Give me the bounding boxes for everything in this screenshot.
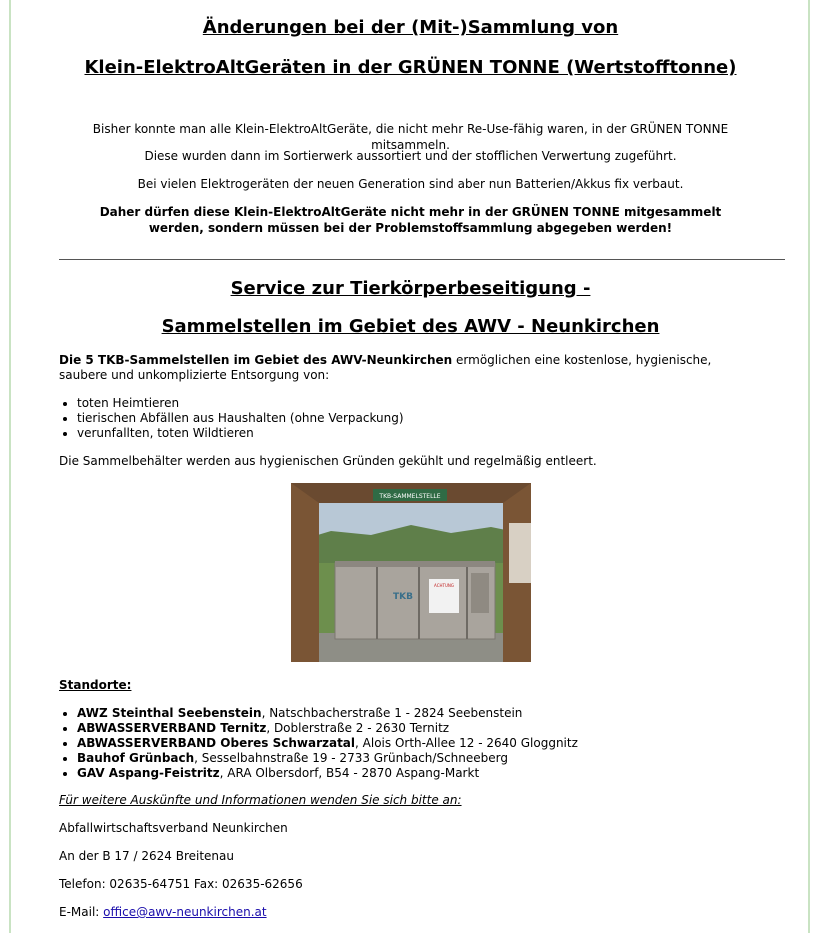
section2-intro-bold: Die 5 TKB-Sammelstellen im Gebiet des AWV-Neunkirchen bbox=[59, 353, 453, 367]
location-name: AWZ Steinthal Seebenstein bbox=[77, 706, 262, 720]
list-item: • tierischen Abfällen aus Haushalten (ohne Verpackung) bbox=[77, 411, 777, 426]
location-name: ABWASSERVERBAND Oberes Schwarzatal bbox=[77, 736, 356, 750]
section1-paragraph-2: Diese wurden dann im Sortierwerk aussortiert und der stofflichen Verwertung zugeführt. bbox=[144, 149, 677, 163]
email-link[interactable]: office@awv-neunkirchen.at bbox=[103, 905, 267, 919]
section1-paragraph-3: Bei vielen Elektrogeräten der neuen Generation sind aber nun Batterien/Akkus fix verbaut. bbox=[137, 177, 684, 191]
collection-point-photo bbox=[291, 483, 531, 662]
list-item: • verunfallten, toten Wildtieren bbox=[77, 426, 777, 441]
location-address: , Doblerstraße 2 - 2630 Ternitz bbox=[266, 721, 450, 735]
contact-email-line bbox=[59, 905, 267, 920]
disposal-list bbox=[59, 396, 777, 441]
list-item bbox=[77, 751, 777, 766]
locations-title: Standorte: bbox=[59, 678, 132, 692]
photo-notice-text: ACHTUNG bbox=[434, 583, 454, 588]
location-name: Bauhof Grünbach bbox=[77, 751, 195, 765]
location-address: , Alois Orth-Allee 12 - 2640 Gloggnitz bbox=[355, 736, 578, 750]
cooling-note: Die Sammelbehälter werden aus hygienischen Gründen gekühlt und regelmäßig entleert. bbox=[59, 454, 597, 468]
contact-street: An der B 17 / 2624 Breitenau bbox=[59, 849, 234, 863]
collection-point-photo-illustration bbox=[291, 483, 531, 662]
section1-paragraph-1: Bisher konnte man alle Klein-ElektroAltGeräte, die nicht mehr Re-Use-fähig waren, in der GRÜNEN TONNE mitsammeln. bbox=[92, 122, 729, 152]
section2-intro bbox=[59, 353, 759, 383]
list-item: • toten Heimtieren bbox=[77, 396, 777, 411]
location-name: ABWASSERVERBAND Ternitz bbox=[77, 721, 267, 735]
section1-warning-text: Daher dürfen diese Klein-ElektroAltGeräte nicht mehr in der GRÜNEN TONNE mitgesammelt werden, sondern müssen bei der Problemstoffsammlung abgegeben werden! bbox=[99, 205, 722, 235]
photo-sign-text: TKB-SAMMELSTELLE bbox=[379, 493, 441, 500]
location-address: , ARA Olbersdorf, B54 - 2870 Aspang-Markt bbox=[219, 766, 480, 780]
section1-title-line2: Klein-ElektroAltGeräten in der GRÜNEN TONNE (Wertstofftonne) bbox=[84, 57, 737, 78]
location-name: GAV Aspang-Feistritz bbox=[77, 766, 220, 780]
section1-paragraph-4 bbox=[59, 204, 762, 236]
locations-list bbox=[59, 706, 777, 781]
section2-intro-rest: ermöglichen eine kostenlose, hygienische, saubere und unkomplizierte Entsorgung von: bbox=[59, 353, 712, 382]
location-address: , Natschbacherstraße 1 - 2824 Seebenstein bbox=[261, 706, 523, 720]
section1-title-line1: Änderungen bei der (Mit-)Sammlung von bbox=[202, 17, 619, 38]
list-item bbox=[77, 706, 777, 721]
photo-logo-text: TKB bbox=[393, 592, 413, 602]
list-item bbox=[77, 721, 777, 736]
list-item bbox=[77, 736, 777, 751]
section2-title-line1: Service zur Tierkörperbeseitigung - bbox=[230, 278, 591, 299]
horizontal-divider bbox=[59, 259, 785, 260]
section2-title-line2: Sammelstellen im Gebiet des AWV - Neunkirchen bbox=[161, 316, 660, 337]
email-label: E-Mail: bbox=[59, 905, 104, 919]
contact-phone: Telefon: 02635-64751 Fax: 02635-62656 bbox=[59, 877, 303, 891]
contact-organization: Abfallwirtschaftsverband Neunkirchen bbox=[59, 821, 288, 835]
contact-title: Für weitere Auskünfte und Informationen wenden Sie sich bitte an: bbox=[59, 793, 462, 807]
location-address: , Sesselbahnstraße 19 - 2733 Grünbach/Schneeberg bbox=[194, 751, 508, 765]
list-item bbox=[77, 766, 777, 781]
